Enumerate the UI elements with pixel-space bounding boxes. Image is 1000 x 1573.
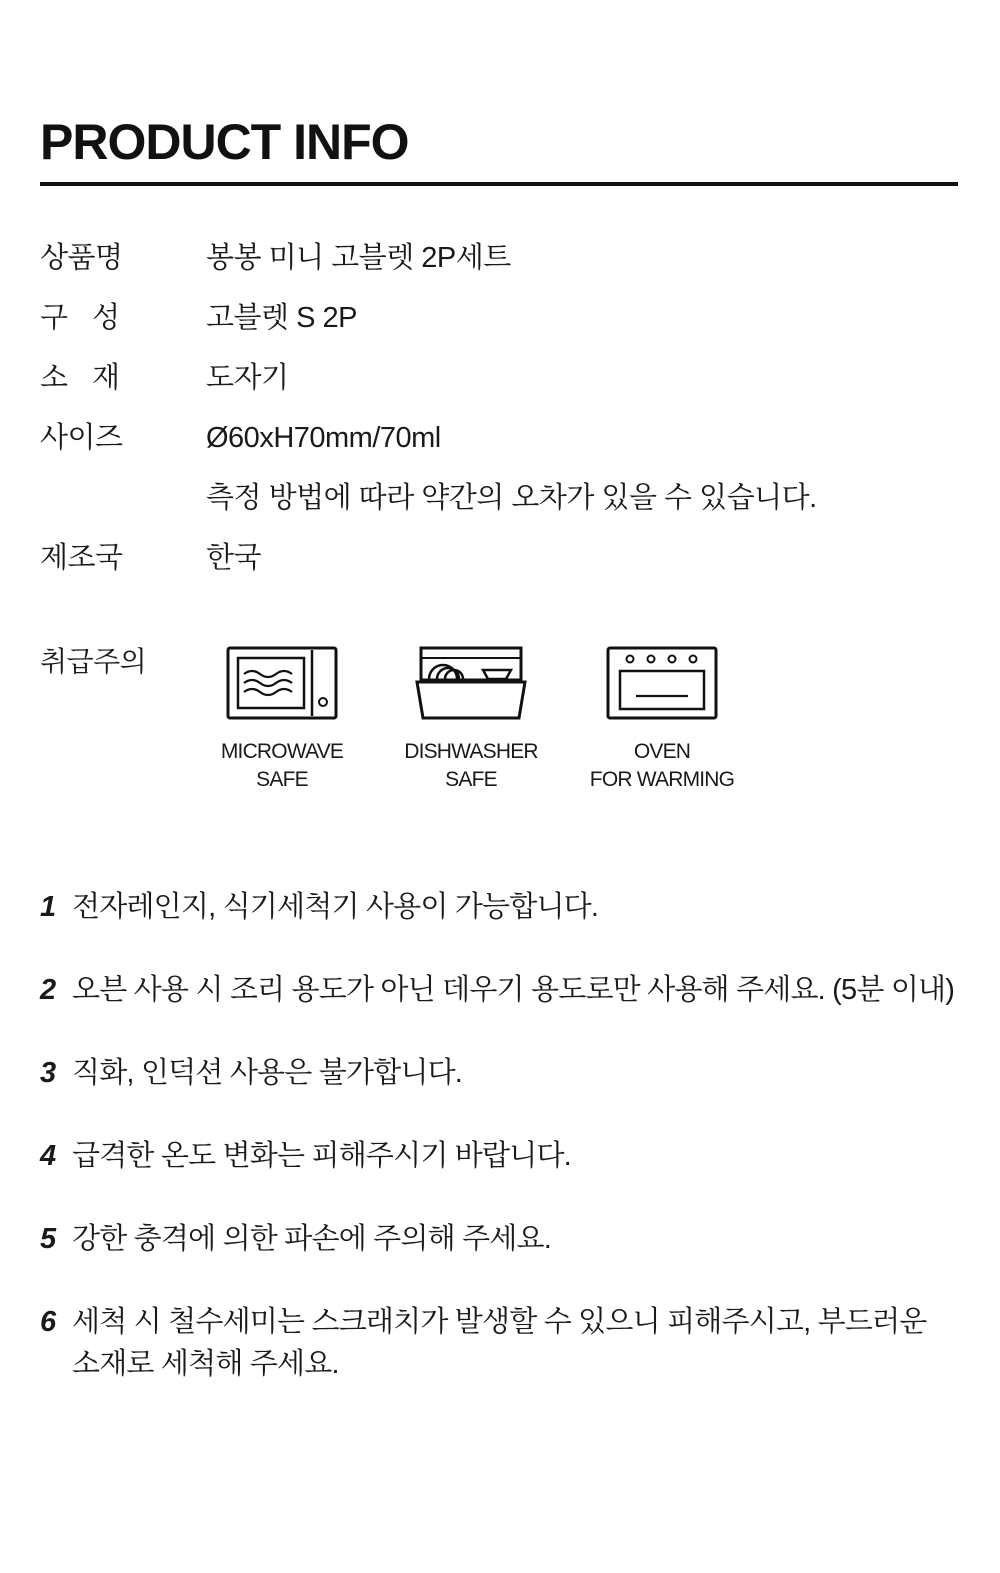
care-item-microwave (182, 646, 382, 794)
spec-row-composition (40, 298, 940, 338)
spec-row-origin (40, 538, 940, 578)
note-text: 급격한 온도 변화는 피해주시기 바랍니다. (72, 1140, 571, 1172)
spec-label: 구성 (40, 302, 145, 334)
spec-value: 도자기 (206, 362, 289, 394)
care-item-oven (562, 646, 762, 794)
spec-label: 제조국 (40, 542, 123, 574)
spec-note: 측정 방법에 따라 약간의 오차가 있을 수 있습니다. (206, 482, 817, 514)
care-item-dishwasher (371, 646, 571, 794)
oven-icon (606, 646, 718, 720)
spec-value: 고블렛 S 2P (206, 302, 357, 334)
note-number: 5 (40, 1223, 56, 1255)
spec-row-size (40, 418, 940, 458)
list-item (40, 1052, 960, 1094)
note-number: 6 (40, 1306, 56, 1338)
spec-label: 사이즈 (40, 422, 123, 454)
spec-label: 상품명 (40, 242, 123, 274)
note-number: 1 (40, 891, 56, 923)
spec-value: 봉봉 미니 고블렛 2P세트 (206, 242, 511, 274)
note-number: 2 (40, 974, 56, 1006)
care-item-text: MICROWAVE SAFE (220, 740, 344, 791)
note-text: 강한 충격에 의한 파손에 주의해 주세요. (72, 1223, 551, 1255)
page-title: PRODUCT INFO (40, 114, 409, 170)
dishwasher-icon (415, 646, 527, 720)
title-divider (40, 182, 958, 186)
spec-value: 한국 (206, 542, 262, 574)
note-text: 전자레인지, 식기세척기 사용이 가능합니다. (72, 891, 599, 923)
care-item-text: DISHWASHER SAFE (404, 740, 538, 791)
note-text: 세척 시 철수세미는 스크래치가 발생할 수 있으니 피해주시고, 부드러운 소재로 세척해 주세요. (72, 1306, 927, 1380)
spec-row-size-note (40, 478, 940, 518)
note-text: 직화, 인덕션 사용은 불가합니다. (72, 1057, 463, 1089)
list-item (40, 886, 960, 928)
spec-label: 소재 (40, 362, 145, 394)
list-item (40, 969, 960, 1011)
note-number: 4 (40, 1140, 56, 1172)
spec-row-product-name (40, 238, 940, 278)
microwave-icon (226, 646, 338, 720)
list-item (40, 1135, 960, 1177)
note-number: 3 (40, 1057, 56, 1089)
spec-value: Ø60xH70mm/70ml (206, 422, 441, 454)
care-label: 취급주의 (40, 646, 147, 677)
care-item-text: OVEN FOR WARMING (589, 740, 735, 791)
list-item (40, 1301, 960, 1385)
spec-row-material (40, 358, 940, 398)
list-item (40, 1218, 960, 1260)
note-text: 오븐 사용 시 조리 용도가 아닌 데우기 용도로만 사용해 주세요. (5분 이내) (72, 974, 955, 1006)
